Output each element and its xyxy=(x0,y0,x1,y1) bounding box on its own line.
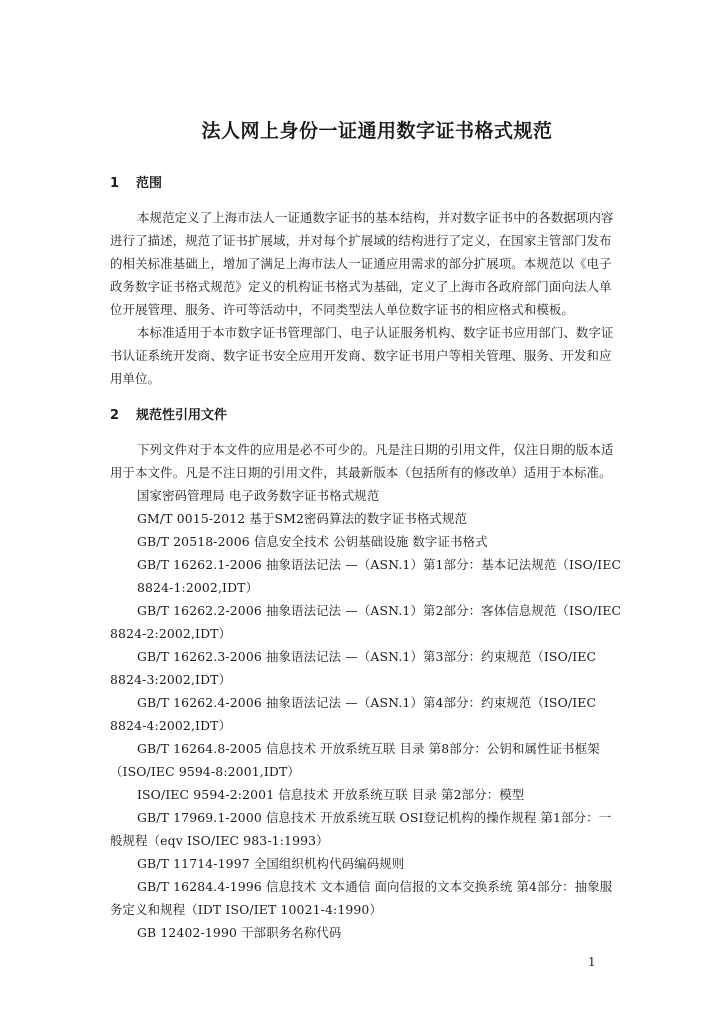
paragraph-line: 书认证系统开发商、数字证书安全应用开发商、数字证书用户等相关管理、服务、开发和应 xyxy=(110,348,612,363)
paragraph-line: 下列文件对于本文件的应用是必不可少的。凡是注日期的引用文件，仅注日期的版本适 xyxy=(137,442,614,457)
reference-item: GB/T 16262.4-2006 抽象语法记法 —（ASN.1）第4部分：约束规范（ISO/IEC xyxy=(137,695,597,710)
reference-item-continued: （ISO/IEC 9594-8:2001,IDT） xyxy=(110,764,300,779)
document-title: 法人网上身份一证通用数字证书格式规范 xyxy=(201,120,553,142)
paragraph-line: 用于本文件。凡是不注日期的引用文件，其最新版本（包括所有的修改单）适用于本标准。 xyxy=(110,465,612,480)
section-number: 2 xyxy=(110,408,120,423)
reference-item: GB/T 16264.8-2005 信息技术 开放系统互联 目录 第8部分：公钥和属性证书框架 xyxy=(137,741,600,756)
reference-item: GB/T 17969.1-2000 信息技术 开放系统互联 OSI登记机构的操作规程 第1部分：一 xyxy=(137,810,612,825)
reference-item-continued: 8824-1:2002,IDT） xyxy=(137,580,259,595)
paragraph-line: 用单位。 xyxy=(110,371,161,386)
reference-item: ISO/IEC 9594-2:2001 信息技术 开放系统互联 目录 第2部分：模型 xyxy=(137,787,525,802)
reference-item: GB/T 16262.1-2006 抽象语法记法 —（ASN.1）第1部分：基本记法规范（ISO/IEC xyxy=(137,557,622,572)
page-number: 1 xyxy=(588,955,596,969)
reference-item-continued: 8824-3:2002,IDT） xyxy=(110,672,232,687)
section-2-heading xyxy=(110,404,227,423)
paragraph-line: 位开展管理、服务、许可等活动中，不同类型法人单位数字证书的相应格式和模板。 xyxy=(110,302,575,317)
reference-item: GB/T 11714-1997 全国组织机构代码编码规则 xyxy=(137,856,405,871)
paragraph-line: 政务数字证书格式规范》定义的机构证书格式为基础，定义了上海市各政府部门面向法人单 xyxy=(110,279,612,294)
reference-item: GB/T 16284.4-1996 信息技术 文本通信 面向信报的文本交换系统 第4部分：抽象服 xyxy=(137,879,613,894)
section-1-heading xyxy=(110,172,162,191)
paragraph-line: 本标准适用于本市数字证书管理部门、电子认证服务机构、数字证书应用部门、数字证 xyxy=(137,325,614,340)
reference-item: 国家密码管理局 电子政务数字证书格式规范 xyxy=(137,488,380,503)
section-title: 规范性引用文件 xyxy=(136,408,228,423)
reference-item: GM/T 0015-2012 基于SM2密码算法的数字证书格式规范 xyxy=(137,511,468,526)
reference-item: GB/T 20518-2006 信息安全技术 公钥基础设施 数字证书格式 xyxy=(137,534,488,549)
reference-item: GB 12402-1990 干部职务名称代码 xyxy=(137,925,342,940)
reference-item-continued: 8824-4:2002,IDT） xyxy=(110,718,232,733)
reference-item-continued: 8824-2:2002,IDT） xyxy=(110,626,232,641)
section-number: 1 xyxy=(110,176,120,191)
section-title: 范围 xyxy=(136,176,163,191)
reference-item: GB/T 16262.2-2006 抽象语法记法 —（ASN.1）第2部分：客体信息规范（ISO/IEC xyxy=(137,603,622,618)
paragraph-line: 本规范定义了上海市法人一证通数字证书的基本结构，并对数字证书中的各数据项内容 xyxy=(137,210,614,225)
reference-item-continued: 般规程（eqv ISO/IEC 983-1:1993） xyxy=(110,833,329,848)
paragraph-line: 进行了描述，规范了证书扩展域，并对每个扩展域的结构进行了定义，在国家主管部门发布 xyxy=(110,233,612,248)
paragraph-line: 的相关标准基础上，增加了满足上海市法人一证通应用需求的部分扩展项。本规范以《电子 xyxy=(110,256,612,271)
reference-item: GB/T 16262.3-2006 抽象语法记法 —（ASN.1）第3部分：约束规范（ISO/IEC xyxy=(137,649,597,664)
reference-item-continued: 务定义和规程（IDT ISO/IET 10021-4:1990） xyxy=(110,902,383,917)
